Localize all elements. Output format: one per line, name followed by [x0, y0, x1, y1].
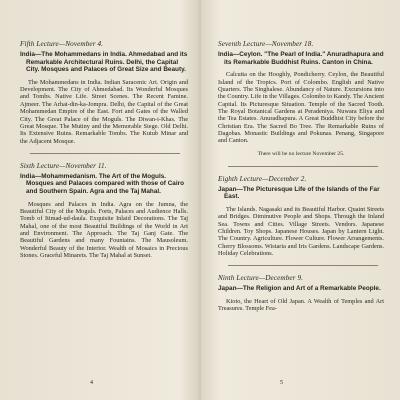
no-lecture-notice: There will be no lecture November 25.	[257, 150, 345, 157]
lecture-heading: Seventh Lecture—November 18.	[218, 40, 314, 48]
lecture-description: Calcutta on the Hooghly, Pondicherry. Ceylon, the Beautiful Island of the Tropics. Port of Colombo. English and Native Quarters. The Singhalese. Abundancy of Nature. Excursions into the Country. Life in the Villages. Colombo to Kandy. The Ancient Capital. Its Picturesque Situation. Temple of the Sacred Tooth. The Royal Botanical Gardens at Peradeniya. Nuwara Eliya and the Tea Estates. Anuradhapura. A Great Buddhist City before the Christian Era. The Sacred Bo Tree. The Remarkable Ruins of Dagobas. Monastic Buildings and Pokunas. Penang, Singapore and Canton.	[218, 71, 384, 145]
page-number: 4	[90, 380, 93, 386]
lecture-subject: India—The Mohammedans in India. Ahmedabad and its Remarkable Architectural Ruins. Delhi, the Capital City. Mosques and Palaces of Great Size and Beauty.	[20, 51, 188, 74]
lecture-description: The Islands. Nagasaki and its Beautiful Harbor. Quaint Streets and Bridges. Diminutive People and Shops. Through the Inland Sea. Towns and Cities. Village Streets. Vendors. Japanese Children. Toy Shops. Japanese Houses. Japan by Lantern Light. The Country. Agriculture. Flower Culture. Flower Arrangements. Cherry Blossoms. Wistaria and Iris Gardens. Landscape Gardens. Holiday Celebrations.	[218, 205, 384, 257]
lecture-heading: Eighth Lecture—December 2.	[218, 174, 307, 183]
lecture-heading: Ninth Lecture—December 9.	[218, 274, 304, 283]
right-page	[200, 0, 400, 400]
page-number: 5	[280, 380, 283, 386]
lecture-description: Mosques and Palaces in India. Agra on the Jumna, the Beautiful City of the Moguls. Forts, Palaces and Audience Halls. Tomb of Itimad-ud-daula. Exquisite Inlaid Decorations. The Taj Mahal, one of the most Beautiful Buildings of the World in Art and Environment. The Approach. The Taj Ganj Gate. The Beautiful Gardens and many Fountains. The Mausoleum. Wonderful Beauty of the Interior. Wealth of Mosaics in Precious Stones. Graceful Minarets. The Taj Mahal at Sunset.	[20, 200, 188, 260]
lecture-block	[218, 175, 384, 258]
lecture-description: Kioto, the Heart of Old Japan. A Wealth of Temples and Art Treasures. Temple Fea-	[218, 297, 384, 313]
lecture-block	[218, 274, 384, 312]
lecture-subject: Japan—The Picturesque Life of the Islands of the Far East.	[218, 185, 380, 201]
lecture-subject: India—Ceylon. "The Pearl of India." Anuradhapura and its Remarkable Buddhist Ruins. Canton in China.	[218, 51, 384, 66]
lecture-heading: Sixth Lecture—November 11.	[20, 161, 107, 170]
lecture-description: The Mohammedans in India. Indian Saracenic Art. Origin and Development. The City of Ahmedabad. Its Wonderful Mosques and Tombs. Native Life. Street Scenes. The Recent Famine. Ajmeer. The Arhai-din-ka-Jompra. Delhi, the Capital of the Great Mohammedan Empire of the East. Fort and Gates of the Walled City. The Great Palace of the Moguls. The Diwan-i-Khas. The Great Mosque. The Mutiny and the Memorable Siege. Old Delhi. Its Extensive Ruins. Remarkable Tombs. The Kutub Minar and the Adjacent Mosque.	[20, 78, 188, 145]
divider	[228, 265, 378, 266]
divider	[228, 166, 378, 167]
lecture-subject: Japan—The Religion and Art of a Remarkable People.	[218, 285, 381, 293]
lecture-heading: Fifth Lecture—November 4.	[20, 40, 104, 48]
divider	[30, 153, 180, 154]
lecture-block	[20, 162, 188, 260]
lecture-block	[218, 40, 384, 145]
lecture-block	[20, 40, 188, 145]
lecture-subject: India—Mohammedanism. The Art of the Moguls. Mosques and Palaces compared with those of Cairo and Southern Spain. Agra and the Taj Mahal.	[20, 172, 185, 196]
